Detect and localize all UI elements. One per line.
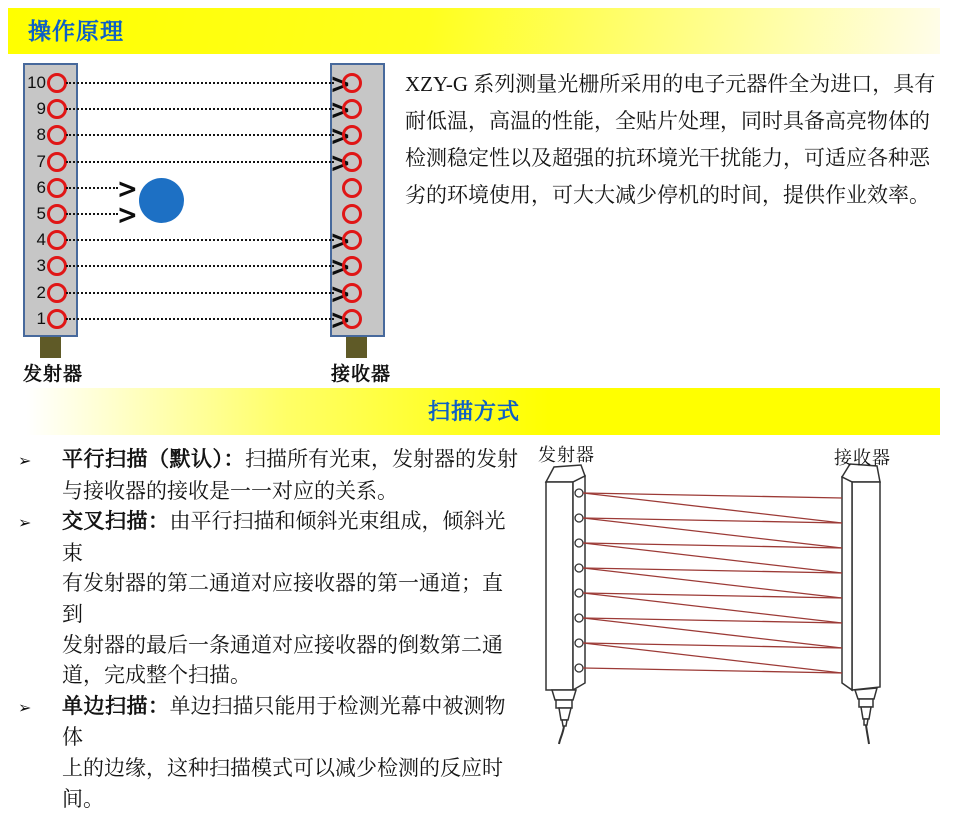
principle-paragraph [405,66,953,214]
bullet-arrow-icon: ➢ [18,513,32,533]
scan-mode-list [18,444,520,814]
emitter-port [575,539,583,547]
channel-number: 6 [36,177,46,197]
emitter-lens [47,73,67,93]
transmitter-label: 发射器 [23,364,84,385]
scan-mode-item [18,506,520,691]
emitter-port [575,639,583,647]
channel-number: 4 [36,230,46,250]
beam-path [66,108,334,110]
emitter-lens [47,178,67,198]
transmitter-connector [40,337,61,358]
channel-number: 7 [36,151,46,171]
beam-path [66,265,334,267]
emitter-port [575,514,583,522]
beam-arrow-icon: > [116,170,138,205]
beam-arrow-icon: > [329,118,351,153]
beam-arrow-icon: > [329,92,351,126]
beam-arrow-icon: > [329,144,351,179]
scan-mode-term: 平行扫描（默认）： [62,448,245,471]
beam-path [66,134,334,136]
emitter-lens [47,309,67,329]
beam-path [66,187,118,189]
receiver-label: 接收器 [834,448,891,468]
light-curtain-channel-diagram [0,50,402,390]
bullet-arrow-icon: ➢ [18,451,32,470]
emitter-port [575,564,583,572]
scan-mode-text: 发射器的最后一条通道对应接收器的倒数第二通 [62,632,503,657]
transmitter-tower [546,465,585,744]
paragraph-line: 耐低温，高温的性能，全贴片处理，同时具备高亮物体的 [405,109,930,133]
channel-number: 8 [36,125,46,145]
section-header-scan [8,388,940,435]
transmitter-label: 发射器 [538,445,595,465]
receiver-tower [842,464,880,744]
beam-path [66,213,118,215]
emitter-port [575,589,583,597]
scan-beams [583,493,842,673]
section-header-principle [8,8,940,54]
section-title-scan: 扫描方式 [427,399,520,424]
scan-mode-text: 间。 [62,786,104,811]
scan-mode-text: 有发射器的第二通道对应接收器的第一通道；直到 [62,571,503,626]
paragraph-line: 劣的环境使用，可大大减少停机的时间，提供作业效率。 [405,183,930,207]
beam-arrow-icon: > [329,66,351,100]
channel-number: 10 [27,73,46,92]
emitter-port [575,664,583,672]
beam-path [66,292,334,294]
channel-number: 2 [36,282,46,302]
scan-mode-text: 道，完成整个扫描。 [62,663,251,688]
channel-number: 9 [36,99,46,119]
scan-mode-text: 单边扫描只能用于检测光幕中被测物体 [62,693,506,750]
receiver-lens [342,152,362,172]
channel-number: 3 [36,256,46,276]
emitter-lens [47,204,67,224]
emitter-port [575,489,583,497]
beam-arrow-icon: > [329,301,351,336]
beam-arrow-icon: > [329,275,351,310]
receiver-label: 接收器 [331,364,392,385]
receiver-lens [342,309,362,329]
scan-mode-item [18,444,520,506]
scan-mode-text: 扫描所有光束，发射器的发射 [245,447,518,471]
scan-mode-text: 与接收器的接收是一一对应的关系。 [62,478,398,503]
beam-path [66,318,334,320]
emitter-lens [47,152,67,172]
beam-path [66,161,334,163]
scan-mode-item [18,691,520,814]
bullet-arrow-icon: ➢ [18,697,32,717]
detected-object-ball [139,178,184,223]
section-title-principle: 操作原理 [28,18,124,44]
receiver-connector [346,337,367,358]
emitter-lens [47,283,67,303]
scan-mode-text: 上的边缘，这种扫描模式可以减少检测的反应时 [62,755,503,780]
beam-arrow-icon: > [116,197,138,231]
receiver-lens [342,283,362,303]
beam-path [66,82,334,84]
beam-arrow-icon: > [329,249,351,284]
emitter-port [575,614,583,622]
paragraph-line: XZY-G 系列测量光栅所采用的电子元器件全为进口，具有 [405,72,936,96]
channel-number: 1 [36,308,46,328]
cross-scan-diagram [520,438,952,745]
scan-mode-text: 由平行扫描和倾斜光束组成，倾斜光束 [62,509,506,565]
beam-path [66,239,334,241]
receiver-lens [342,178,362,198]
scan-mode-term: 单边扫描： [62,694,170,718]
cross-scan-drawing [520,438,952,745]
paragraph-line: 检测稳定性以及超强的抗环境光干扰能力，可适应各种恶 [405,146,930,170]
channel-number: 5 [36,204,46,223]
beam-arrow-icon: > [329,223,351,257]
scan-mode-term: 交叉扫描： [62,510,170,534]
